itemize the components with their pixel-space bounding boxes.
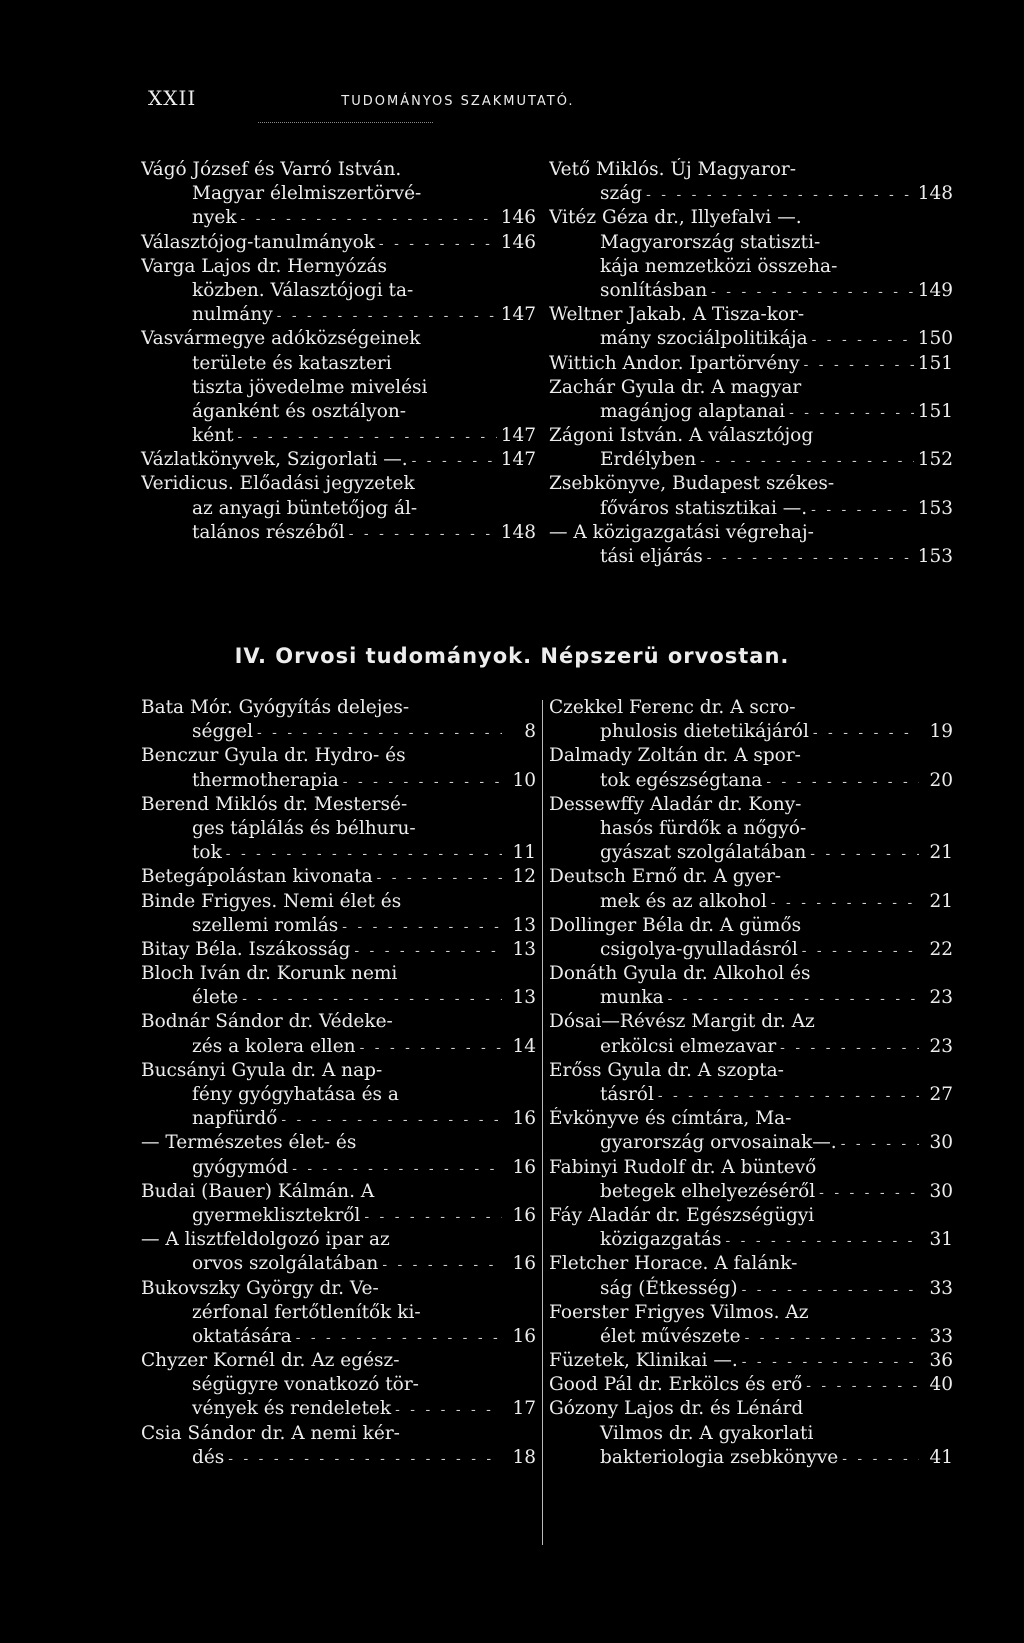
page-reference: 12 — [512, 866, 536, 888]
entry-text-line: magánjog alaptanai — [600, 400, 786, 422]
page-reference: 36 — [929, 1350, 953, 1372]
page-reference: 21 — [929, 842, 953, 864]
dot-leader — [377, 866, 502, 890]
entry-final-line — [549, 720, 953, 744]
dot-leader — [780, 1036, 919, 1060]
index-entry — [141, 1228, 536, 1276]
entry-text-line: kája nemzetközi összeha- — [600, 255, 838, 277]
entry-text-line: Veridicus. Előadási jegyzetek — [141, 473, 415, 495]
entry-text-line: thermotherapia — [192, 769, 339, 791]
index-entry — [141, 472, 536, 545]
index-entry — [549, 1059, 953, 1107]
index-entry — [141, 231, 536, 255]
entry-final-line — [141, 914, 536, 938]
entry-text-line: zérfonal fertőtlenítők ki- — [192, 1301, 421, 1323]
index-entry — [141, 890, 536, 938]
page-reference: 146 — [500, 231, 536, 253]
index-entry — [141, 158, 536, 231]
entry-text-line: Czekkel Ferenc dr. A scro- — [549, 697, 796, 718]
entry-final-line — [549, 1035, 953, 1059]
page-reference: 16 — [512, 1108, 536, 1130]
page-reference: 150 — [917, 328, 953, 350]
entry-text-line: Deutsch Ernő dr. A gyer- — [549, 866, 782, 888]
column-divider — [542, 700, 543, 1545]
index-entry — [549, 1204, 953, 1252]
page-reference: 18 — [512, 1446, 536, 1468]
entry-text-line: Chyzer Kornél dr. Az egész- — [141, 1350, 400, 1372]
entry-final-line — [141, 1252, 536, 1276]
index-entry — [141, 255, 536, 328]
entry-text-line: hasós fürdők a nőgyó- — [600, 817, 807, 839]
entry-text-line: Good Pál dr. Erkölcs és erő — [549, 1374, 803, 1396]
dot-leader — [349, 522, 497, 546]
entry-text-line: fény gyógyhatása és a — [192, 1084, 399, 1105]
running-title: TUDOMÁNYOS SZAKMUTATÓ. — [341, 94, 575, 109]
page-reference: 27 — [929, 1084, 953, 1105]
entry-final-line — [549, 1131, 953, 1155]
dot-leader — [342, 915, 502, 939]
entry-text-line: Évkönyve és címtára, Ma- — [549, 1108, 792, 1130]
entry-final-line — [549, 352, 953, 376]
section-heading: IV. Orvosi tudományok. Népszerü orvostan. — [234, 644, 790, 668]
entry-final-line — [141, 1204, 536, 1228]
dot-leader — [343, 770, 502, 794]
entry-text-line: — Természetes élet- és — [141, 1132, 357, 1154]
index-entry — [549, 1397, 953, 1470]
entry-text-line: Vitéz Géza dr., Illyefalvi —. — [549, 207, 802, 229]
dot-leader — [277, 304, 497, 328]
entry-text-line: Fáy Aladár dr. Egészségügyi — [549, 1204, 815, 1226]
page-reference: 153 — [917, 546, 953, 567]
index-entry — [141, 865, 536, 889]
entry-text-line: területe és kataszteri — [192, 352, 392, 374]
dot-leader — [711, 280, 914, 304]
index-entry — [549, 744, 953, 792]
index-entry — [141, 744, 536, 792]
index-column-upper-right — [549, 158, 953, 569]
index-entry — [549, 352, 953, 376]
page-reference: 19 — [929, 721, 953, 743]
entry-text-line: — A lisztfeldolgozó ipar az — [141, 1229, 390, 1251]
entry-text-line: Foerster Frigyes Vilmos. Az — [549, 1301, 809, 1323]
index-entry — [549, 1301, 953, 1349]
entry-final-line — [549, 1349, 953, 1373]
index-entry — [549, 303, 953, 351]
dot-leader — [228, 1447, 502, 1471]
entry-text-line: talános részéből — [192, 521, 345, 543]
entry-final-line — [141, 231, 536, 255]
entry-text-line: mek és az alkohol — [600, 890, 767, 912]
dot-leader — [257, 721, 502, 745]
entry-text-line: Fletcher Horace. A falánk- — [549, 1253, 798, 1275]
entry-text-line: gyászat szolgálatában — [600, 842, 807, 864]
entry-text-line: tási eljárás — [600, 546, 703, 567]
entry-text-line: Erőss Gyula dr. A szopta- — [549, 1059, 784, 1081]
entry-final-line — [549, 497, 953, 521]
page-reference: 23 — [929, 987, 953, 1009]
entry-text-line: áganként és osztályon- — [192, 400, 407, 422]
dot-leader — [806, 1374, 919, 1398]
entry-final-line — [549, 279, 953, 303]
dot-leader — [700, 449, 913, 473]
page-reference: 33 — [929, 1277, 953, 1299]
index-entry — [549, 914, 953, 962]
entry-text-line: mány szociálpolitikája — [600, 328, 808, 350]
page-reference: 17 — [512, 1398, 536, 1420]
index-entry — [141, 938, 536, 962]
entry-text-line: Weltner Jakab. A Tisza-kor- — [549, 304, 805, 326]
page-reference: 149 — [917, 279, 953, 301]
entry-text-line: napfürdő — [192, 1108, 278, 1130]
dot-leader — [226, 842, 502, 866]
entry-text-line: Donáth Gyula dr. Alkohol és — [549, 963, 811, 985]
entry-text-line: Magyarország statiszti- — [600, 231, 821, 253]
entry-text-line: sonlításban — [600, 279, 708, 301]
dot-leader — [771, 891, 919, 915]
dot-leader — [813, 721, 919, 745]
entry-text-line: élet művészete — [600, 1325, 741, 1347]
entry-text-line: Bukovszky György dr. Ve- — [141, 1277, 379, 1299]
entry-text-line: munka — [600, 987, 664, 1009]
entry-text-line: ges táplálás és bélhuru- — [192, 817, 416, 839]
entry-final-line — [549, 1228, 953, 1252]
entry-final-line — [141, 1156, 536, 1180]
entry-text-line: oktatására — [192, 1325, 292, 1347]
dot-leader — [241, 207, 497, 231]
dot-leader — [841, 1132, 919, 1156]
dot-leader — [745, 1326, 919, 1350]
entry-text-line: erkölcsi elmezavar — [600, 1035, 777, 1057]
dot-leader — [412, 449, 497, 473]
entry-text-line: vények és rendeletek — [192, 1398, 392, 1420]
entry-final-line — [549, 841, 953, 865]
dot-leader — [395, 1398, 502, 1422]
entry-text-line: Füzetek, Klinikai —. — [549, 1350, 738, 1372]
dot-leader — [292, 1157, 502, 1181]
entry-text-line: az anyagi büntetőjog ál- — [192, 497, 418, 519]
entry-text-line: Benczur Gyula dr. Hydro- és — [141, 745, 406, 767]
entry-final-line — [141, 206, 536, 230]
entry-text-line: nulmány — [192, 304, 273, 326]
entry-text-line: gyermeklisztekről — [192, 1204, 361, 1226]
entry-text-line: dés — [192, 1446, 225, 1468]
entry-text-line: Berend Miklós dr. Mestersé- — [141, 793, 408, 815]
page-reference: 146 — [500, 207, 536, 229]
entry-final-line — [549, 769, 953, 793]
entry-text-line: Bitay Béla. Iszákosság — [141, 938, 351, 960]
entry-final-line — [141, 720, 536, 744]
entry-text-line: csigolya-gyulladásról — [600, 938, 798, 960]
entry-text-line: tiszta jövedelme mivelési — [192, 376, 428, 398]
entry-text-line: Dollinger Béla dr. A gümős — [549, 914, 802, 936]
index-entry — [549, 1252, 953, 1300]
index-entry — [141, 1422, 536, 1470]
entry-final-line — [141, 841, 536, 865]
entry-text-line: közigazgatás — [600, 1229, 722, 1251]
entry-final-line — [141, 1446, 536, 1470]
page-reference: 41 — [929, 1446, 953, 1468]
entry-text-line: Vasvármegye adóközségeinek — [141, 328, 421, 350]
index-column-lower-right — [549, 696, 953, 1470]
entry-text-line: gyarország orvosainak—. — [600, 1132, 837, 1154]
entry-text-line: Zágoni István. A választójog — [549, 425, 814, 447]
page-reference: 20 — [929, 769, 953, 791]
entry-text-line: Magyar élelmiszertörvé- — [192, 183, 422, 205]
dot-leader — [360, 1036, 502, 1060]
dot-leader — [364, 1205, 502, 1229]
page-reference: 147 — [500, 449, 536, 471]
index-entry — [549, 521, 953, 569]
entry-text-line: Dessewffy Aladár dr. Kony- — [549, 793, 802, 815]
entry-text-line: orvos szolgálatában — [192, 1253, 379, 1275]
entry-final-line — [549, 1277, 953, 1301]
index-entry — [549, 158, 953, 206]
entry-text-line: Wittich Andor. Ipartörvény — [549, 352, 800, 374]
page-reference: 151 — [917, 352, 953, 374]
index-entry — [549, 865, 953, 913]
entry-text-line: bakteriologia zsebkönyve — [600, 1446, 839, 1468]
index-entry — [141, 1277, 536, 1350]
page-reference: 16 — [512, 1156, 536, 1178]
index-entry — [549, 1349, 953, 1373]
entry-text-line: nyek — [192, 207, 237, 229]
entry-text-line: tásról — [600, 1084, 654, 1105]
dot-leader — [281, 1108, 502, 1132]
entry-final-line — [141, 303, 536, 327]
entry-text-line: szellemi romlás — [192, 914, 339, 936]
page-reference: 148 — [500, 521, 536, 543]
dot-leader — [742, 1278, 919, 1302]
entry-text-line: phulosis dietetikájáról — [600, 721, 809, 743]
dot-leader — [742, 1350, 919, 1374]
dot-leader — [382, 1253, 502, 1277]
entry-final-line — [141, 865, 536, 889]
dot-leader — [804, 353, 914, 377]
entry-final-line — [141, 424, 536, 448]
entry-text-line: szág — [600, 183, 643, 205]
dot-leader — [766, 770, 919, 794]
page-reference: 13 — [512, 914, 536, 936]
entry-text-line: Zachár Gyula dr. A magyar — [549, 376, 802, 398]
entry-text-line: Dalmady Zoltán dr. A spor- — [549, 745, 801, 767]
dot-leader — [810, 842, 919, 866]
entry-text-line: Betegápolástan kivonata — [141, 866, 373, 888]
entry-final-line — [549, 545, 953, 569]
page-reference: 8 — [524, 721, 536, 743]
index-entry — [549, 1156, 953, 1204]
page-reference: 13 — [512, 987, 536, 1009]
entry-final-line — [141, 1397, 536, 1421]
dot-leader — [812, 328, 914, 352]
dot-leader — [819, 1181, 919, 1205]
entry-text-line: Varga Lajos dr. Hernyózás — [141, 255, 387, 277]
entry-final-line — [549, 986, 953, 1010]
entry-text-line: tok egészségtana — [600, 769, 763, 791]
dot-leader — [668, 987, 919, 1011]
page-reference: 16 — [512, 1204, 536, 1226]
entry-final-line — [141, 769, 536, 793]
index-entry — [141, 962, 536, 1010]
entry-text-line: Bloch Iván dr. Korunk nemi — [141, 963, 398, 985]
index-entry — [549, 962, 953, 1010]
page-reference: 152 — [917, 449, 953, 471]
entry-final-line — [549, 890, 953, 914]
entry-text-line: Erdélyben — [600, 449, 697, 471]
entry-text-line: gyógymód — [192, 1156, 289, 1178]
dot-leader — [646, 183, 914, 207]
page-reference: 30 — [929, 1132, 953, 1154]
entry-final-line — [549, 448, 953, 472]
page-reference: 30 — [929, 1180, 953, 1202]
entry-text-line: Budai (Bauer) Kálmán. A — [141, 1180, 375, 1202]
page-reference: 21 — [929, 890, 953, 912]
dot-leader — [238, 425, 497, 449]
index-entry — [141, 1059, 536, 1132]
page-reference: 16 — [512, 1253, 536, 1275]
entry-text-line: Választójog-tanulmányok — [141, 231, 375, 253]
entry-text-line: Fabinyi Rudolf dr. A büntevő — [549, 1156, 817, 1178]
index-entry — [141, 1349, 536, 1422]
index-entry — [549, 376, 953, 424]
index-entry — [549, 424, 953, 472]
dot-leader — [725, 1229, 919, 1253]
page-reference: 10 — [512, 769, 536, 791]
page-reference: 23 — [929, 1035, 953, 1057]
entry-final-line — [141, 1107, 536, 1131]
index-entry — [141, 1131, 536, 1179]
entry-final-line — [549, 1083, 953, 1107]
entry-text-line: Bucsányi Gyula dr. A nap- — [141, 1059, 383, 1081]
dot-leader — [296, 1326, 502, 1350]
page-reference: 22 — [929, 938, 953, 960]
entry-final-line — [549, 182, 953, 206]
entry-text-line: ként — [192, 425, 234, 447]
entry-text-line: — A közigazgatási végrehaj- — [549, 521, 814, 543]
dot-leader — [707, 546, 914, 570]
index-entry — [141, 696, 536, 744]
page-reference: 14 — [512, 1035, 536, 1057]
index-entry — [549, 696, 953, 744]
dot-leader — [842, 1447, 919, 1471]
page-reference: 16 — [512, 1325, 536, 1347]
entry-final-line — [141, 986, 536, 1010]
index-entry — [549, 1373, 953, 1397]
dot-leader — [802, 939, 919, 963]
page-reference: 148 — [917, 183, 953, 205]
entry-final-line — [141, 1325, 536, 1349]
entry-text-line: Zsebkönyve, Budapest székes- — [549, 473, 835, 495]
page-number: XXII — [148, 86, 197, 110]
entry-final-line — [549, 938, 953, 962]
page-reference: 151 — [917, 400, 953, 422]
entry-text-line: zés a kolera ellen — [192, 1035, 356, 1057]
page-reference: 31 — [929, 1229, 953, 1251]
entry-text-line: ság (Étkesség) — [600, 1277, 738, 1299]
index-entry — [549, 1107, 953, 1155]
entry-text-line: Csia Sándor dr. A nemi kér- — [141, 1422, 400, 1444]
entry-text-line: Vázlatkönyvek, Szigorlati —. — [141, 449, 408, 471]
entry-final-line — [549, 1325, 953, 1349]
index-entry — [141, 448, 536, 472]
dot-leader — [379, 232, 497, 256]
entry-text-line: közben. Választójogi ta- — [192, 279, 414, 301]
index-entry — [141, 1180, 536, 1228]
entry-final-line — [549, 1446, 953, 1470]
entry-final-line — [141, 521, 536, 545]
index-entry — [549, 472, 953, 520]
entry-text-line: tok — [192, 842, 222, 864]
dot-leader — [242, 987, 502, 1011]
page-reference: 147 — [500, 304, 536, 326]
entry-text-line: betegek elhelyezéséről — [600, 1180, 816, 1202]
entry-text-line: Vető Miklós. Új Magyaror- — [549, 159, 797, 180]
index-entry — [141, 793, 536, 866]
entry-text-line: főváros statisztikai —. — [600, 497, 808, 519]
entry-final-line — [141, 448, 536, 472]
entry-text-line: Vilmos dr. A gyakorlati — [600, 1422, 814, 1444]
entry-text-line: ségügyre vonatkozó tör- — [192, 1374, 419, 1396]
index-column-lower-left — [141, 696, 536, 1470]
entry-final-line — [549, 1373, 953, 1397]
entry-text-line: Binde Frigyes. Nemi élet és — [141, 890, 402, 912]
index-entry — [549, 1010, 953, 1058]
dot-leader — [811, 498, 914, 522]
entry-final-line — [549, 327, 953, 351]
header-rule — [258, 122, 433, 123]
dot-leader — [658, 1084, 919, 1108]
page-reference: 13 — [512, 938, 536, 960]
page-header — [148, 86, 696, 112]
page-reference: 147 — [500, 425, 536, 447]
page-reference: 153 — [917, 497, 953, 519]
entry-text-line: Dósai—Révész Margit dr. Az — [549, 1011, 815, 1033]
entry-final-line — [549, 400, 953, 424]
index-entry — [549, 206, 953, 303]
entry-final-line — [549, 1180, 953, 1204]
entry-text-line: Vágó József és Varró István. — [141, 159, 402, 180]
entry-text-line: Bata Mór. Gyógyítás delejes- — [141, 697, 410, 718]
entry-text-line: élete — [192, 987, 239, 1009]
entry-final-line — [141, 1035, 536, 1059]
page-reference: 33 — [929, 1325, 953, 1347]
index-entry — [141, 327, 536, 448]
index-entry — [141, 1010, 536, 1058]
page-reference: 11 — [512, 842, 536, 864]
entry-final-line — [141, 938, 536, 962]
index-column-upper-left — [141, 158, 536, 545]
entry-text-line: séggel — [192, 721, 253, 743]
page-reference: 40 — [929, 1374, 953, 1396]
entry-text-line: Gózony Lajos dr. és Lénárd — [549, 1398, 804, 1420]
dot-leader — [789, 401, 914, 425]
index-entry — [549, 793, 953, 866]
dot-leader — [354, 939, 502, 963]
entry-text-line: Bodnár Sándor dr. Védeke- — [141, 1011, 393, 1033]
